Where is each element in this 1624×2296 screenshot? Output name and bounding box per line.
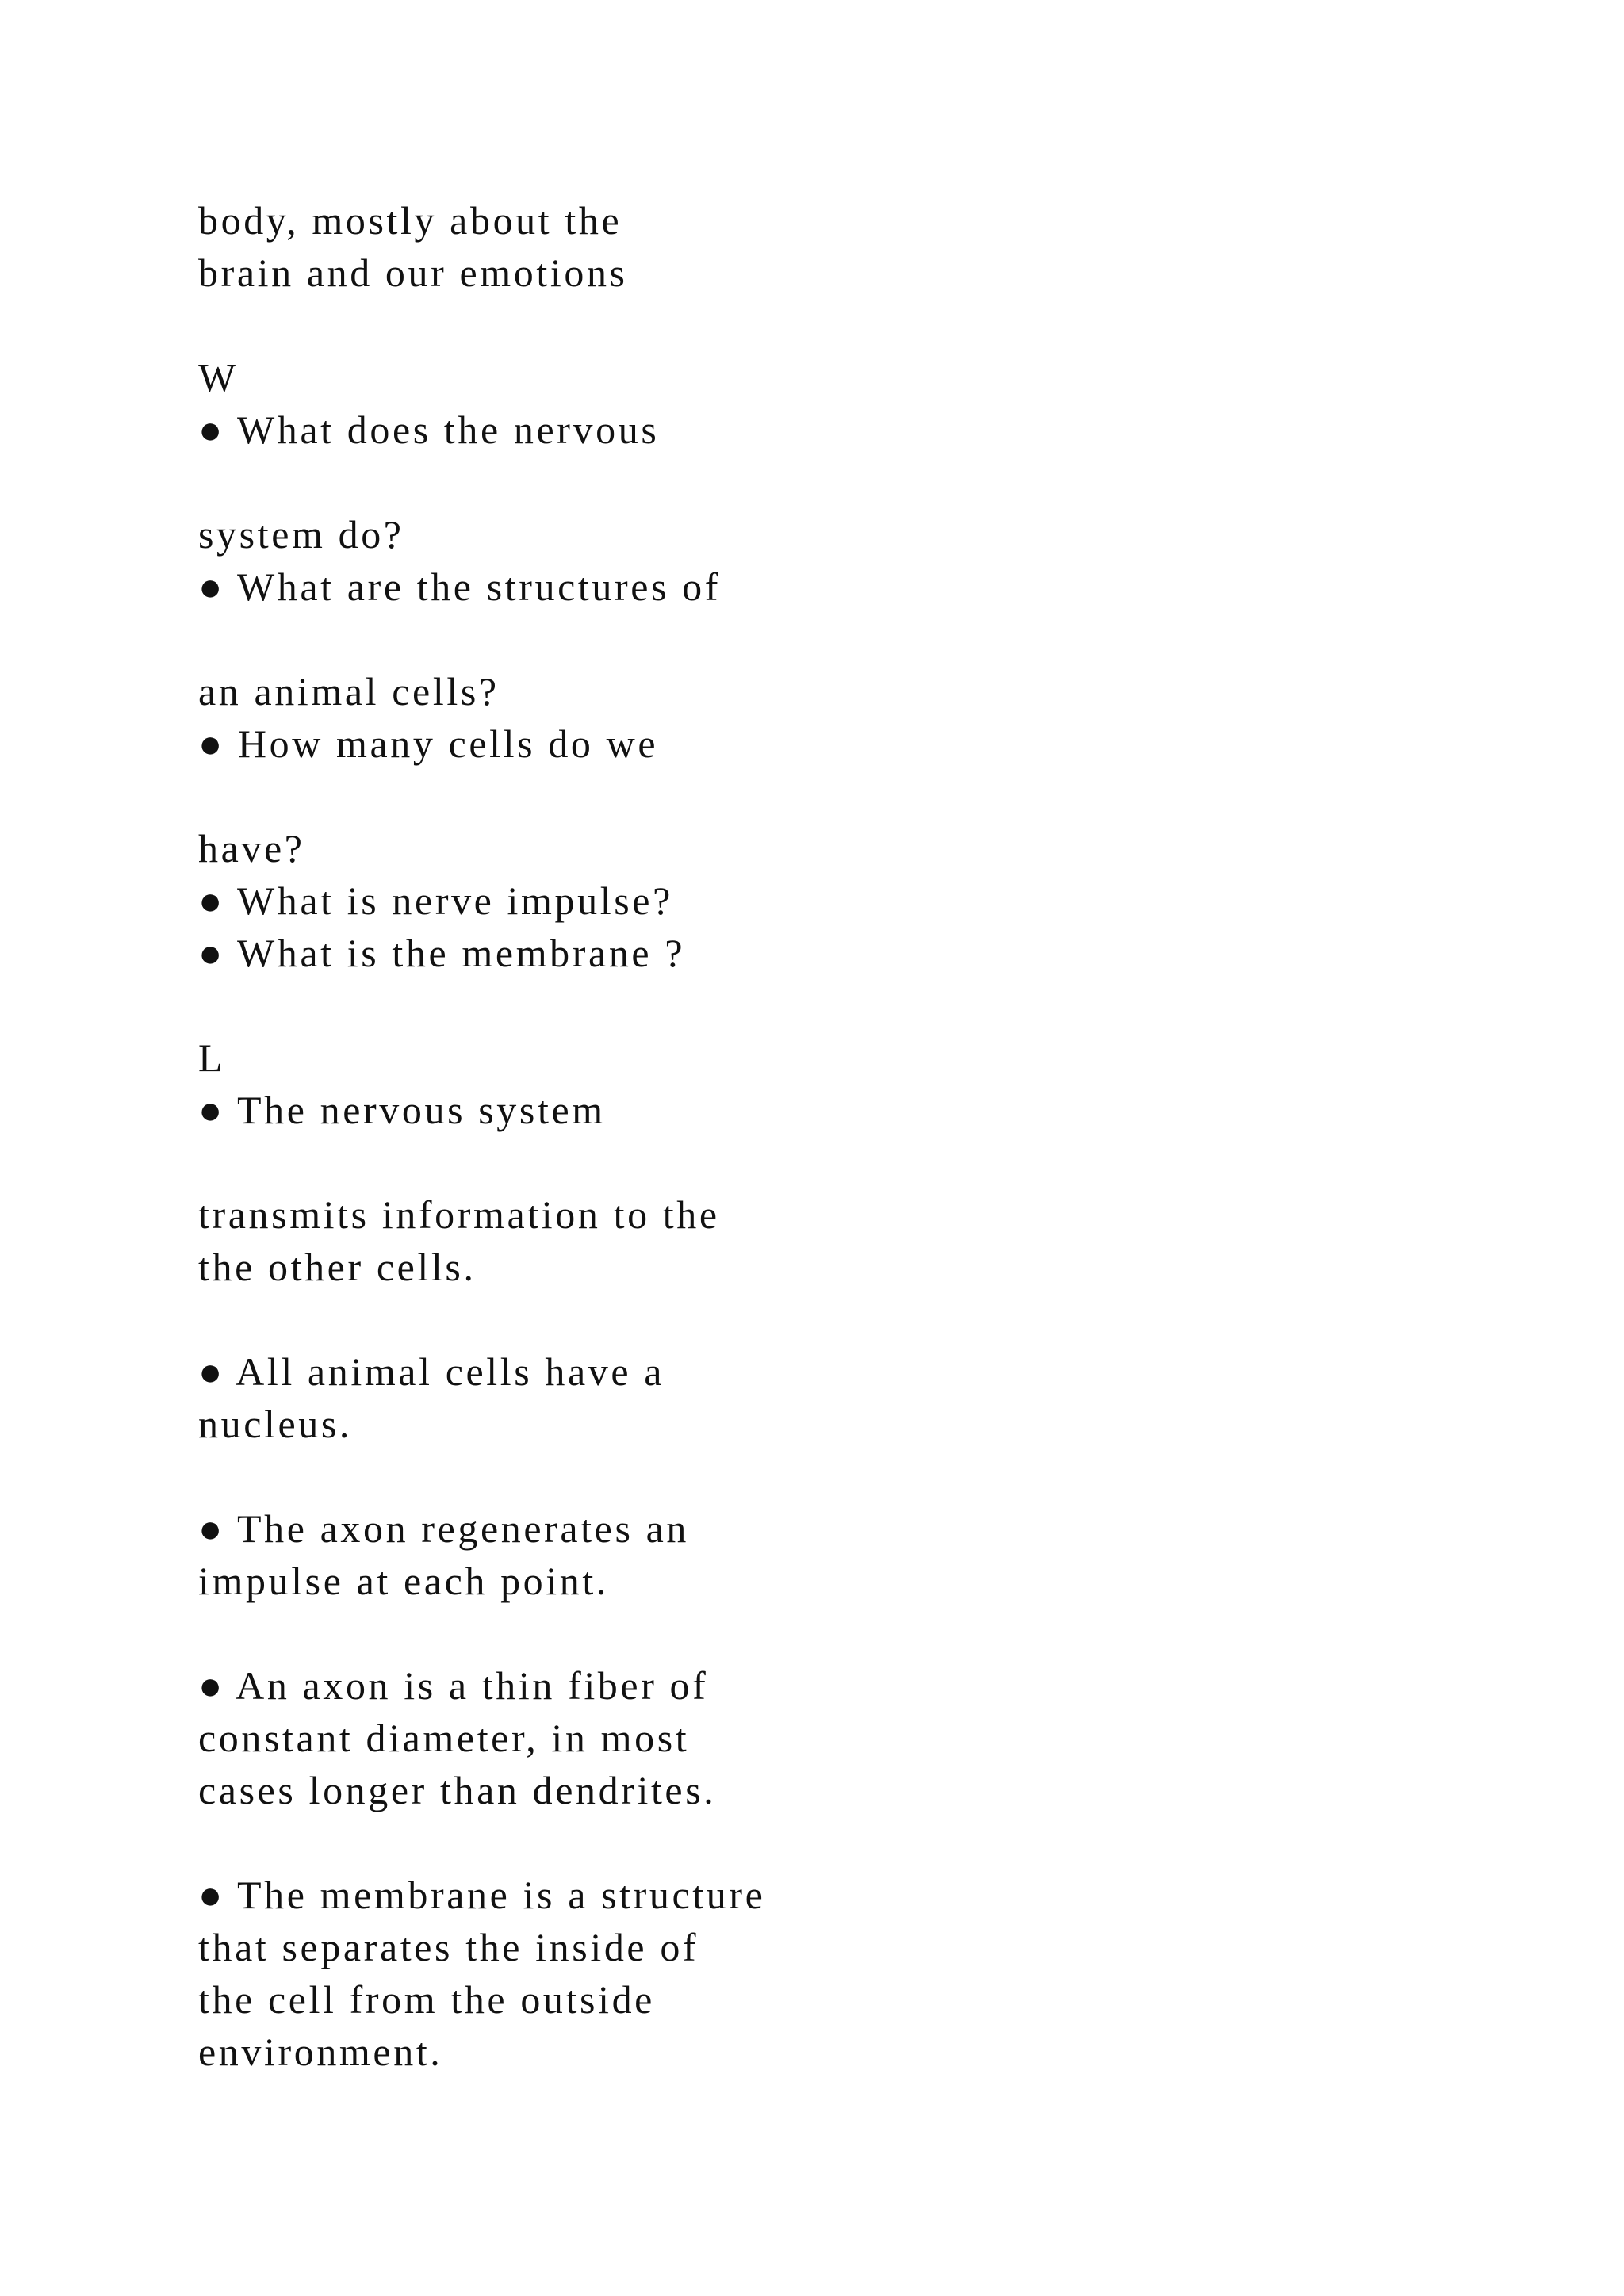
blank-line: [198, 979, 1388, 1031]
question-item: ● What does the nervous: [198, 408, 660, 452]
blank-line: [198, 1136, 1388, 1188]
text-line: the other cells.: [198, 1245, 477, 1289]
text-line: environment.: [198, 2030, 443, 2074]
text-line: cases longer than dendrites.: [198, 1768, 717, 1812]
answer-item: ● The nervous system: [198, 1088, 606, 1132]
blank-line: [198, 1816, 1388, 1869]
blank-line: [198, 770, 1388, 822]
question-item: ● How many cells do we: [198, 721, 659, 766]
blank-line: [198, 299, 1388, 351]
question-item: ● What is nerve impulse?: [198, 878, 673, 923]
section-heading-w: W: [198, 355, 239, 400]
text-line: constant diameter, in most: [198, 1716, 690, 1760]
blank-line: [198, 613, 1388, 665]
text-line: that separates the inside of: [198, 1925, 699, 1969]
blank-line: [198, 1607, 1388, 1659]
answer-item: ● The axon regenerates an: [198, 1506, 690, 1551]
blank-line: [198, 456, 1388, 508]
blank-line: [198, 1293, 1388, 1345]
answer-item: ● The membrane is a structure: [198, 1873, 766, 1917]
blank-line: [198, 1450, 1388, 1502]
document-text: [198, 194, 1388, 2078]
text-line: impulse at each point.: [198, 1559, 609, 1603]
section-heading-l: L: [198, 1035, 226, 1080]
text-line: the cell from the outside: [198, 1977, 655, 2022]
question-item: ● What is the membrane ?: [198, 931, 686, 975]
text-line: nucleus.: [198, 1402, 353, 1446]
text-line: transmits information to the: [198, 1192, 720, 1237]
answer-item: ● All animal cells have a: [198, 1349, 665, 1394]
text-line: an animal cells?: [198, 669, 500, 714]
answer-item: ● An axon is a thin fiber of: [198, 1663, 709, 1708]
text-line: body, mostly about the: [198, 198, 622, 243]
text-line: brain and our emotions: [198, 251, 628, 295]
text-line: system do?: [198, 512, 404, 557]
question-item: ● What are the structures of: [198, 564, 722, 609]
text-line: have?: [198, 826, 305, 871]
